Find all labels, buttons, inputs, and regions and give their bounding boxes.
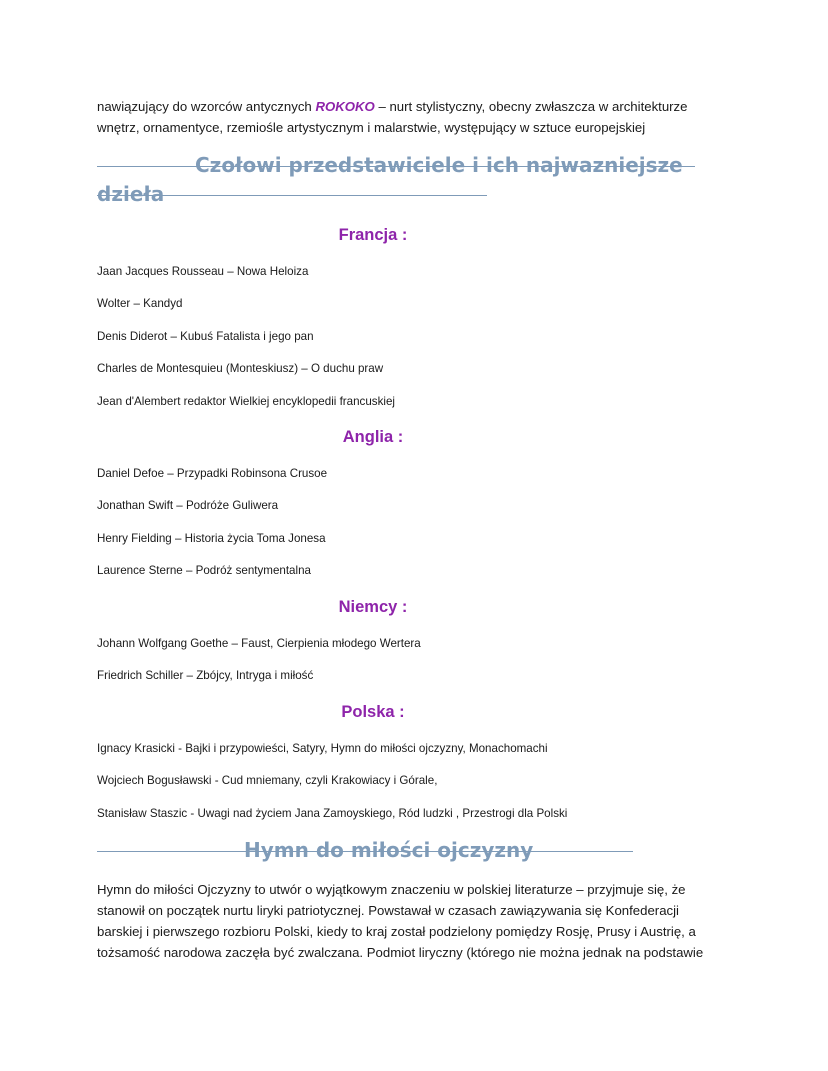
- list-item: Daniel Defoe – Przypadki Robinsona Crusoe: [97, 467, 328, 480]
- country-heading-francja: Francja :: [338, 226, 408, 244]
- country-heading-niemcy: Niemcy :: [338, 598, 408, 616]
- hymn-line-3: barskiej i pierwszego rozbioru Polski, kiedy to kraj został podzielony pomiędzy Rosję, Prusy i Austrię, a: [97, 924, 696, 939]
- list-item: Ignacy Krasicki - Bajki i przypowieści, Satyry, Hymn do miłości ojczyzny, Monachomachi: [97, 742, 548, 755]
- country-heading-anglia: Anglia :: [342, 428, 404, 446]
- section-title-hymn: Hymn do miłości ojczyzny: [244, 838, 534, 862]
- list-item: Jonathan Swift – Podróże Guliwera: [97, 499, 279, 512]
- list-item: Jean d'Alembert redaktor Wielkiej encyklopedii francuskiej: [97, 395, 395, 408]
- section-title-line-2: dzieła: [97, 182, 165, 206]
- rokoko-term: ROKOKO: [315, 99, 375, 114]
- intro-prefix: nawiązujący do wzorców antycznych: [97, 99, 316, 114]
- list-item: Charles de Montesquieu (Monteskiusz) – O duchu praw: [97, 362, 384, 375]
- list-item: Henry Fielding – Historia życia Toma Jonesa: [97, 532, 326, 545]
- intro-line-2: wnętrz, ornamentyce, rzemiośle artystycznym i malarstwie, występujący w sztuce europejskiej: [97, 120, 646, 135]
- list-item: Wojciech Bogusławski - Cud mniemany, czyli Krakowiacy i Górale,: [97, 774, 438, 787]
- hymn-line-2: stanowił on początek nurtu liryki patriotycznej. Powstawał w czasach zawiązywania się Konfederacji: [97, 903, 679, 918]
- country-heading-polska: Polska :: [341, 703, 405, 721]
- list-item: Johann Wolfgang Goethe – Faust, Cierpienia młodego Wertera: [97, 637, 421, 650]
- intro-paragraph: [97, 96, 717, 138]
- hymn-line-4: tożsamość narodowa zaczęła być zwalczana. Podmiot liryczny (którego nie można jednak na podstawie: [97, 945, 704, 960]
- section-title-line-1: Czołowi przedstawiciele i ich najwazniejsze: [195, 153, 683, 177]
- list-item: Denis Diderot – Kubuś Fatalista i jego pan: [97, 330, 314, 343]
- intro-rest: – nurt stylistyczny, obecny zwłaszcza w architekturze: [374, 99, 688, 114]
- hymn-paragraph: [97, 879, 737, 963]
- list-item: Laurence Sterne – Podróż sentymentalna: [97, 564, 311, 577]
- list-item: Wolter – Kandyd: [97, 297, 183, 310]
- intro-line-1: [97, 96, 717, 117]
- hymn-line-1: Hymn do miłości Ojczyzny to utwór o wyjątkowym znaczeniu w polskiej literaturze – przyjmuje się, że: [97, 882, 686, 897]
- list-item: Stanisław Staszic - Uwagi nad życiem Jana Zamoyskiego, Ród ludzki , Przestrogi dla Polski: [97, 807, 568, 820]
- list-item: Jaan Jacques Rousseau – Nowa Heloiza: [97, 265, 309, 278]
- list-item: Friedrich Schiller – Zbójcy, Intryga i miłość: [97, 669, 314, 682]
